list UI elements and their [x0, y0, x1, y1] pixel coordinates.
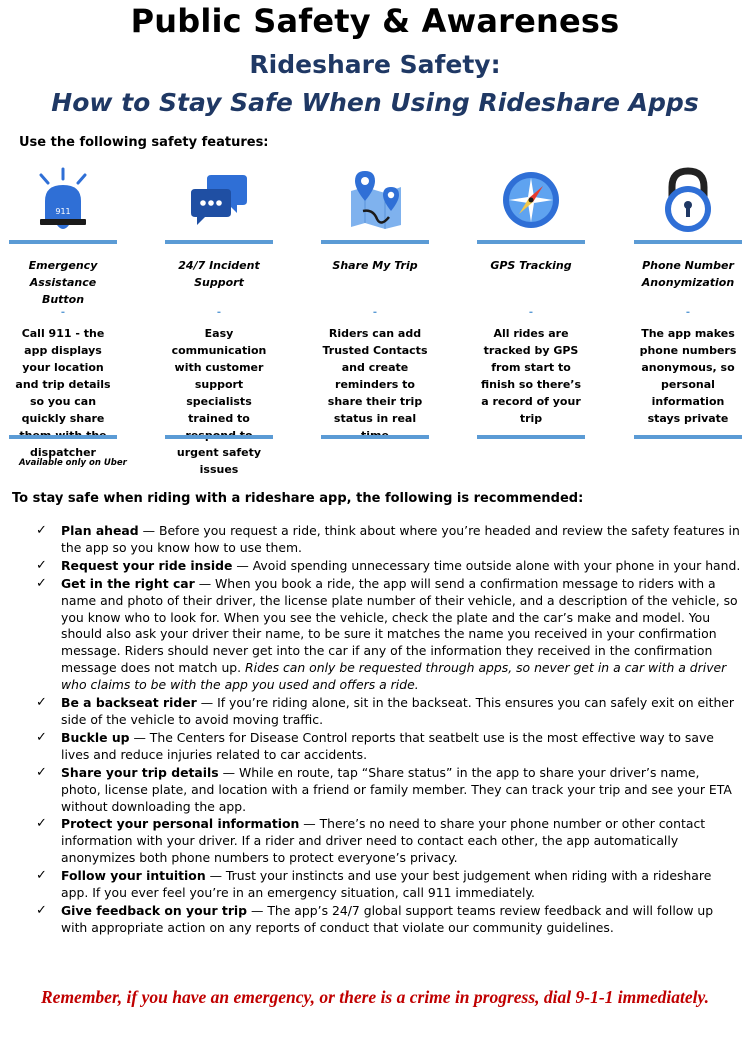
alarm-bell-icon [9, 165, 117, 237]
tip-separator: — [232, 557, 253, 573]
feature-description: The app makes phone numbers anonymous, so personal information stays private [639, 327, 737, 425]
divider-rule [477, 435, 585, 439]
tip-text: Before you request a ride, think about where you’re headed and review the safety features in the app so you know how to use them. [61, 523, 740, 555]
feature-description: Riders can add Trusted Contacts and create reminders to share their trip status in real [322, 327, 428, 425]
divider-rule [634, 435, 742, 439]
check-mark-icon: ✓ [36, 868, 47, 884]
divider-rule [634, 240, 742, 244]
divider-rule [321, 435, 429, 439]
tip-italic-note: Rides can only be requested through apps, so never get in a car with a driver who claims to be with the app you used and offers a ride. [61, 660, 727, 693]
check-mark-icon: ✓ [36, 816, 47, 832]
compass-icon [477, 165, 585, 237]
tip-text: The Centers for Disease Control reports that seatbelt use is the most effective way to save lives and reduce injuries related to car accidents. [61, 729, 714, 762]
divider-rule [477, 240, 585, 244]
tip-text: Trust your instincts and use your best judgement when riding with a rideshare app. If you ever feel you’re in an emergency situation, call 911 immediately. [61, 868, 712, 901]
divider-rule [321, 240, 429, 244]
recommendations-list [36, 523, 742, 938]
check-mark-icon: ✓ [36, 523, 47, 538]
list-item [36, 730, 742, 764]
list-item [36, 695, 742, 729]
tip-title: Plan ahead [61, 523, 139, 538]
page-title: Public Safety & Awareness [130, 2, 620, 40]
feature-name: 24/7 Incident Support [178, 259, 260, 289]
divider-rule [165, 435, 273, 439]
tip-separator: — [194, 575, 216, 591]
chat-bubbles-icon [165, 165, 273, 237]
tip-text: The app’s 24/7 global support teams review feedback and will follow up with appropriate action on any reports of conduct that violate our community guidelines. [61, 902, 714, 935]
feature-dash: - [528, 307, 534, 318]
tip-title: Get in the right car [61, 575, 195, 591]
list-item [36, 903, 742, 937]
map-pins-icon [321, 165, 429, 237]
tip-title: Follow your intuition [61, 868, 206, 884]
tip-text: While en route, tap “Share status” in the app to share your driver’s name, photo, license plate, and location with a friend or family member. They can track your trip and see your ETA without downloading the app. [61, 764, 732, 814]
feature-dash: - [60, 307, 66, 318]
tip-separator: — [138, 523, 159, 538]
tip-title: Share your trip details [61, 764, 219, 780]
list-item [36, 868, 742, 902]
recommendations-intro: To stay safe when riding with a rideshare app, the following is recommended: [12, 491, 584, 506]
tip-separator: — [218, 764, 239, 780]
availability-note: Available only on Uber [19, 458, 127, 468]
divider-rule [9, 240, 117, 244]
check-mark-icon: ✓ [36, 575, 47, 591]
check-mark-icon: ✓ [36, 557, 47, 573]
tip-text: When you book a ride, the app will send a confirmation message to riders with a name and photo of their driver, the license plate number of their vehicle, and a description of the vehicle, so you know who to look for. When you see the vehicle, check the plate and the car’s make and model. You should also ask your driver their name, to be sure it matches the name you received in your confirmation message. Riders should never get into the car if any of the information they received in the confirmation message does not match up. [61, 575, 738, 676]
feature-dash: - [685, 307, 691, 318]
feature-description: Call 911 - the app displays your location and trip details so you can quickly share dispatcher [15, 327, 111, 459]
tip-separator: — [299, 816, 320, 832]
list-item [36, 765, 742, 816]
padlock-icon [634, 165, 742, 237]
tip-separator: — [205, 868, 226, 884]
feature-dash: - [372, 307, 378, 318]
tip-text: If you’re riding alone, sit in the backseat. This ensures you can safely exit on either side of the vehicle to avoid moving traffic. [61, 695, 735, 727]
list-item [36, 558, 742, 575]
page-tagline: How to Stay Safe When Using Rideshare Apps [51, 88, 699, 117]
tip-separator: — [247, 902, 268, 918]
feature-name: Emergency Assistance Button [28, 259, 98, 306]
feature-dash: - [216, 307, 222, 318]
features-intro: Use the following safety features: [19, 135, 269, 150]
page-subtitle: Rideshare Safety: [249, 50, 501, 79]
tip-title: Buckle up [61, 729, 130, 745]
list-item [36, 523, 742, 557]
divider-rule [9, 435, 117, 439]
list-item [36, 816, 742, 867]
check-mark-icon: ✓ [36, 764, 47, 780]
list-item [36, 576, 742, 694]
tip-separator: — [196, 695, 218, 711]
tip-title: Request your ride inside [61, 557, 233, 573]
tip-title: Give feedback on your trip [61, 902, 248, 918]
divider-rule [165, 240, 273, 244]
check-mark-icon: ✓ [36, 729, 47, 745]
emergency-footer: Remember, if you have an emergency, or there is a crime in progress, dial 9-1-1 immediately. [41, 987, 709, 1007]
tip-title: Protect your personal information [61, 816, 300, 832]
feature-description: Easy communication with customer support specialists trained to urgent safety issues [171, 327, 267, 476]
tip-text: There’s no need to share your phone number or other contact information with your driver. If a rider and driver need to contact each other, the app automatically anonymizes both phone numbers to protect everyone’s privacy. [61, 816, 706, 866]
feature-description: All rides are tracked by GPS from start to finish so there’s a record of your trip [480, 327, 582, 425]
check-mark-icon: ✓ [36, 902, 47, 918]
feature-name: Share My Trip [332, 259, 418, 272]
tip-title: Be a backseat rider [61, 695, 197, 711]
feature-name: GPS Tracking [490, 259, 572, 272]
check-mark-icon: ✓ [36, 695, 47, 711]
icon-911-label: 911 [55, 207, 71, 216]
tip-text: Avoid spending unnecessary time outside alone with your phone in your hand. [252, 557, 741, 573]
tip-separator: — [129, 729, 150, 745]
feature-name: Phone Number Anonymization [641, 259, 735, 289]
